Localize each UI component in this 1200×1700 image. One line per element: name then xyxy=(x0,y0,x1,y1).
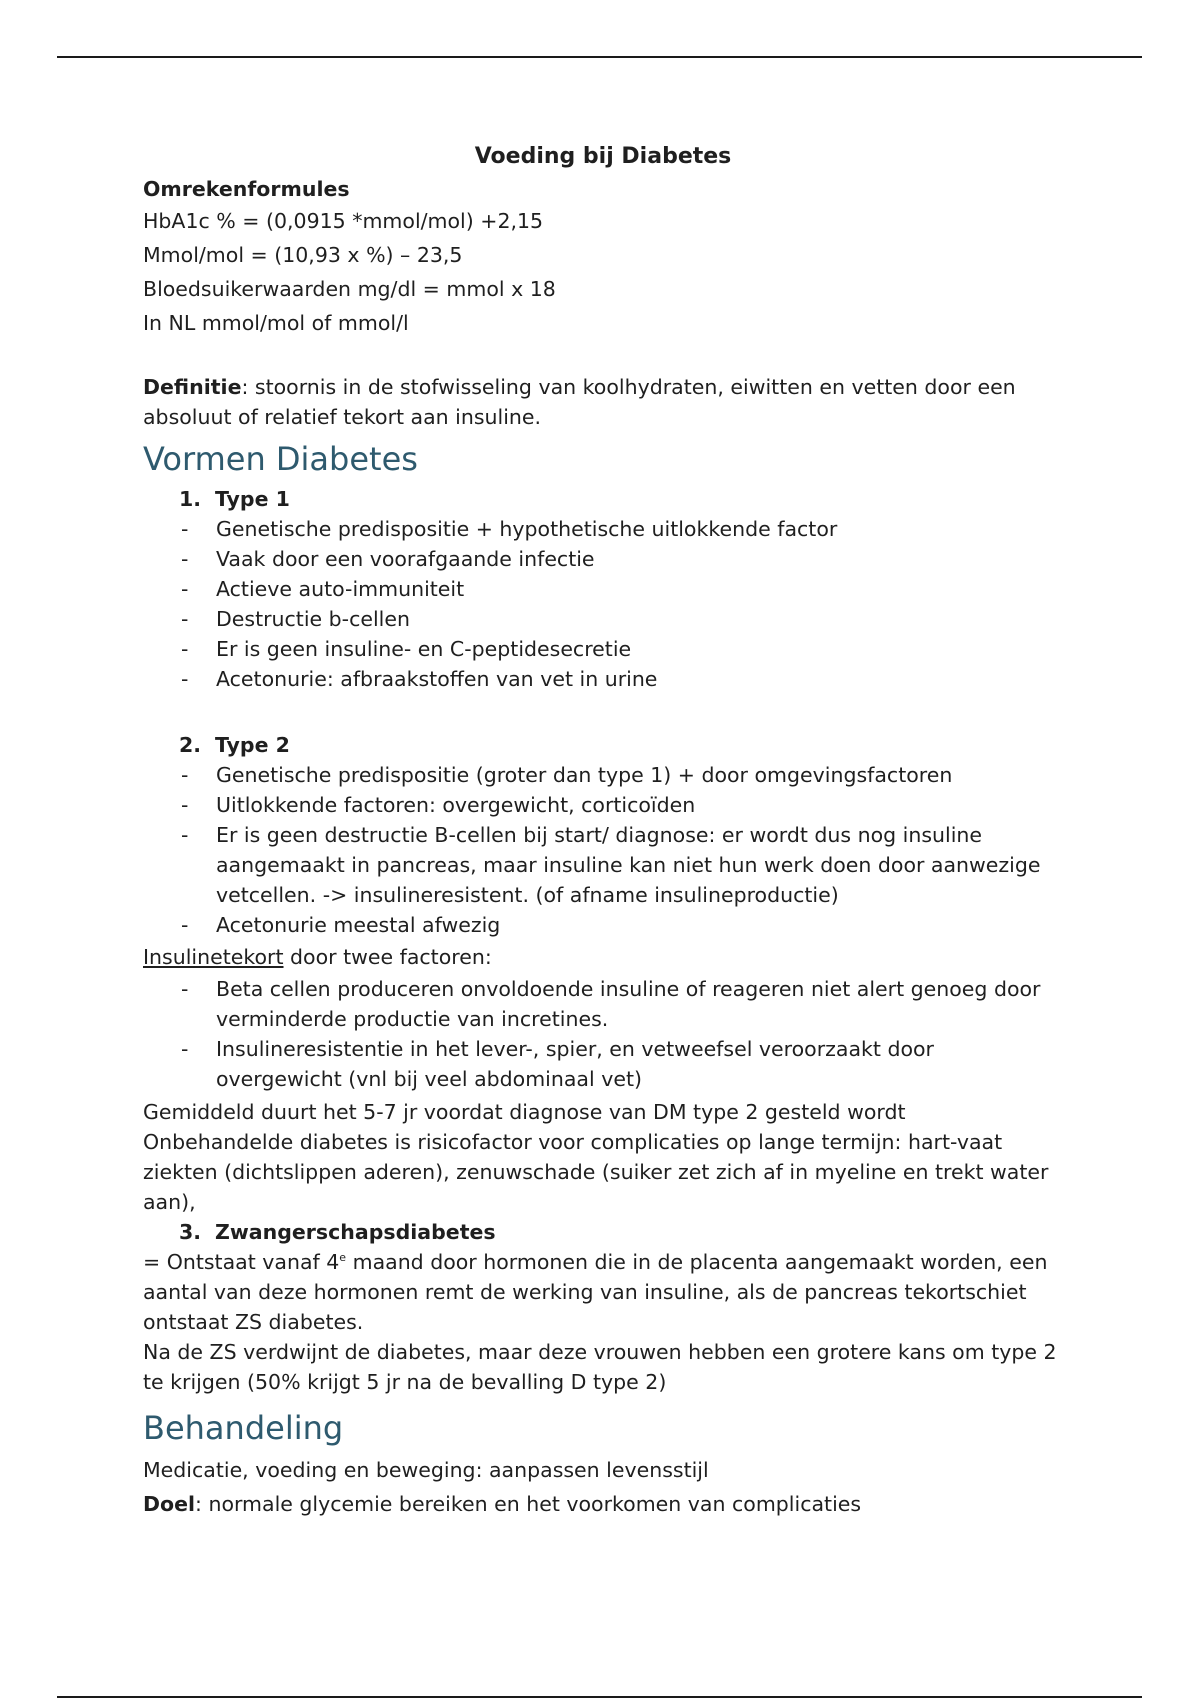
footer-rule xyxy=(57,1696,1142,1698)
paragraph: Onbehandelde diabetes is risicofactor voor complicaties op lange termijn: hart-vaat ziekten (dichtslippen aderen), zenuwschade (suiker zet zich af in myeline en trekt water aan), xyxy=(143,1130,1049,1214)
list-item: - Insulineresistentie in het lever-, spier, en vetweefsel veroorzaakt door overgewicht (vnl bij veel abdominaal vet) xyxy=(181,1037,934,1091)
list-item: - Destructie b-cellen xyxy=(181,607,410,631)
list-item: - Genetische predispositie + hypothetische uitlokkende factor xyxy=(181,517,838,541)
insulinetekort-label: Insulinetekort xyxy=(143,945,284,969)
document-page xyxy=(143,142,1063,1521)
paragraph: = Ontstaat vanaf 4e maand door hormonen die in de placenta aangemaakt worden, een aantal van deze hormonen remt de werking van insuline, als de pancreas tekortschiet ontstaat ZS diabetes. xyxy=(143,1250,1048,1334)
list-item: - Vaak door een voorafgaande infectie xyxy=(181,547,595,571)
list-number: 1. xyxy=(179,487,202,511)
header-rule xyxy=(57,56,1142,58)
list-item: - Actieve auto-immuniteit xyxy=(181,577,465,601)
list-item: - Acetonurie: afbraakstoffen van vet in urine xyxy=(181,667,658,691)
document-title: Voeding bij Diabetes xyxy=(474,144,732,169)
section-heading-behandeling: Behandeling xyxy=(143,1409,344,1447)
formula-line: Bloedsuikerwaarden mg/dl = mmol x 18 xyxy=(143,277,556,301)
paragraph: Gemiddeld duurt het 5-7 jr voordat diagnose van DM type 2 gesteld wordt xyxy=(143,1100,906,1124)
type3-heading xyxy=(143,1217,1063,1247)
type1-heading xyxy=(143,484,1063,514)
definition xyxy=(143,372,1063,432)
list-number: 2. xyxy=(179,733,202,757)
doel-line: Doel: normale glycemie bereiken en het voorkomen van complicaties xyxy=(143,1492,862,1516)
list-item: - Genetische predispositie (groter dan type 1) + door omgevingsfactoren xyxy=(181,763,953,787)
list-title: Zwangerschapsdiabetes xyxy=(215,1220,496,1244)
list-item: - Er is geen insuline- en C-peptidesecretie xyxy=(181,637,632,661)
list-title: Type 1 xyxy=(215,487,290,511)
insulinetekort-line: Insulinetekort door twee factoren: xyxy=(143,945,492,969)
paragraph: Na de ZS verdwijnt de diabetes, maar deze vrouwen hebben een grotere kans om type 2 te krijgen (50% krijgt 5 jr na de bevalling D type 2) xyxy=(143,1340,1057,1394)
formula-line: HbA1c % = (0,0915 *mmol/mol) +2,15 xyxy=(143,209,544,233)
behandeling-line: Medicatie, voeding en beweging: aanpassen levensstijl xyxy=(143,1458,709,1482)
definition-label: Definitie xyxy=(143,375,242,399)
section-heading-vormen: Vormen Diabetes xyxy=(143,440,418,478)
formula-line: Mmol/mol = (10,93 x %) – 23,5 xyxy=(143,243,463,267)
formulas-heading: Omrekenformules xyxy=(143,177,350,201)
list-number: 3. xyxy=(179,1220,202,1244)
list-item: - Acetonurie meestal afwezig xyxy=(181,913,501,937)
list-title: Type 2 xyxy=(215,733,290,757)
list-item: - Beta cellen produceren onvoldoende insuline of reageren niet alert genoeg door verminderde productie van incretines. xyxy=(181,977,1041,1031)
definition-text: : stoornis in de stofwisseling van koolhydraten, eiwitten en vetten door een absoluut of relatief tekort aan insuline. xyxy=(143,375,1016,429)
formula-line: In NL mmol/mol of mmol/l xyxy=(143,311,409,335)
list-item: - Er is geen destructie B-cellen bij start/ diagnose: er wordt dus nog insuline aangemaakt in pancreas, maar insuline kan niet hun werk doen door aanwezige vetcellen. -> insulineresistent. (of afname insulineproductie) xyxy=(181,823,1041,907)
list-item: - Uitlokkende factoren: overgewicht, corticoïden xyxy=(181,793,696,817)
type2-heading xyxy=(143,730,1063,760)
doel-label: Doel xyxy=(143,1492,196,1516)
